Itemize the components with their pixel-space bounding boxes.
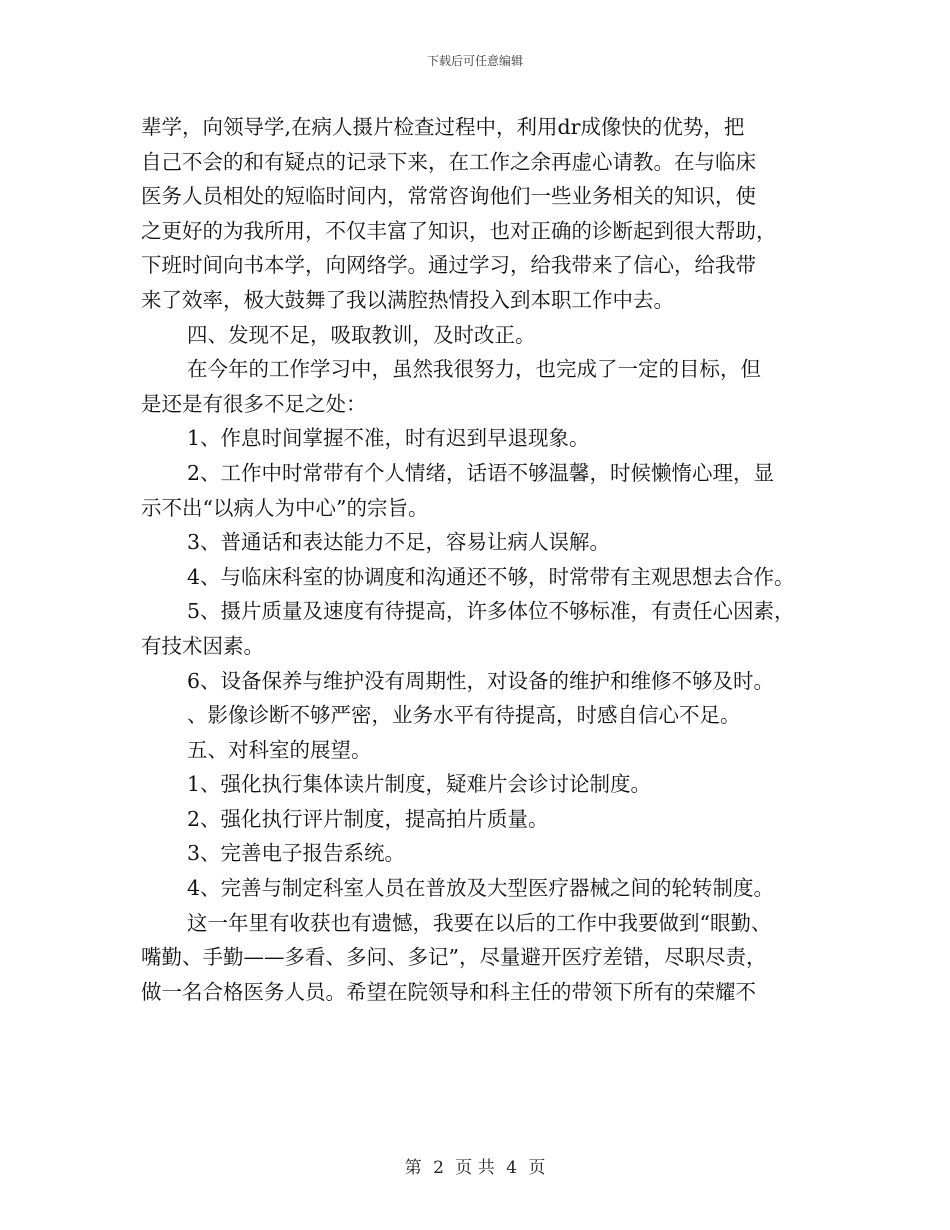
text-line: 、影像诊断不够严密，业务水平有待提高，时感自信心不足。: [187, 703, 741, 728]
text-line: 2、工作中时常带有个人情绪，话语不够温馨，时候懒惰心理，显: [187, 460, 775, 485]
text-line: 辈学，向领导学,在病人摄片检查过程中，利用dr成像快的优势，把: [141, 115, 745, 139]
footer-prefix: 第: [404, 1158, 422, 1178]
total-page-count: 4: [506, 1158, 517, 1178]
text-line: 在今年的工作学习中，虽然我很努力，也完成了一定的目标，但: [187, 357, 761, 382]
text-line: 5、摄片质量及速度有待提高，许多体位不够标准，有责任心因素，: [187, 599, 795, 624]
footer-suffix: 页: [528, 1158, 546, 1178]
text-line: 是还是有很多不足之处：: [141, 391, 367, 416]
text-line: 3、完善电子报告系统。: [187, 841, 406, 866]
text-line: 来了效率，极大鼓舞了我以满腔热情投入到本职工作中去。: [141, 287, 674, 312]
text-line: 有技术因素。: [141, 633, 264, 658]
text-line: 4、与临床科室的协调度和沟通还不够，时常带有主观思想去合作。: [187, 564, 795, 589]
text-line: 2、强化执行评片制度，提高拍片质量。: [187, 806, 549, 831]
footer-middle: 页 共: [455, 1158, 495, 1178]
text-line: 示不出“以病人为中心”的宗旨。: [141, 495, 429, 520]
text-line: 6、设备保养与维护没有周期性，对设备的维护和维修不够及时。: [187, 668, 775, 693]
text-line: 做一名合格医务人员。希望在院领导和科主任的带领下所有的荣耀不: [141, 979, 756, 1004]
text-line: 下班时间向书本学，向网络学。通过学习，给我带来了信心，给我带: [141, 253, 756, 278]
text-line: 之更好的为我所用，不仅丰富了知识，也对正确的诊断起到很大帮助，: [141, 218, 777, 243]
text-line: 4、完善与制定科室人员在普放及大型医疗器械之间的轮转制度。: [187, 876, 775, 901]
page-header: 下载后可任意编辑: [426, 54, 523, 68]
text-line: 四、发现不足，吸取教训，及时改正。: [187, 322, 536, 347]
text-line: 自己不会的和有疑点的记录下来，在工作之余再虚心请教。在与临床: [141, 149, 756, 174]
text-line: 这一年里有收获也有遗憾，我要在以后的工作中我要做到“眼勤、: [187, 910, 772, 935]
document-body: [141, 110, 821, 1009]
text-line: 嘴勤、手勤——多看、多问、多记”，尽量避开医疗差错，尽职尽责，: [141, 945, 767, 970]
text-line: 3、普通话和表达能力不足，容易让病人误解。: [187, 530, 611, 555]
text-line: 五、对科室的展望。: [187, 737, 372, 762]
current-page-number: 2: [433, 1158, 444, 1178]
page-footer: [0, 1153, 950, 1178]
text-line: 医务人员相处的短临时间内，常常咨询他们一些业务相关的知识，使: [141, 184, 756, 209]
text-line: 1、强化执行集体读片制度，疑难片会诊讨论制度。: [187, 772, 652, 797]
text-line: 1、作息时间掌握不准，时有迟到早退现象。: [187, 426, 590, 451]
